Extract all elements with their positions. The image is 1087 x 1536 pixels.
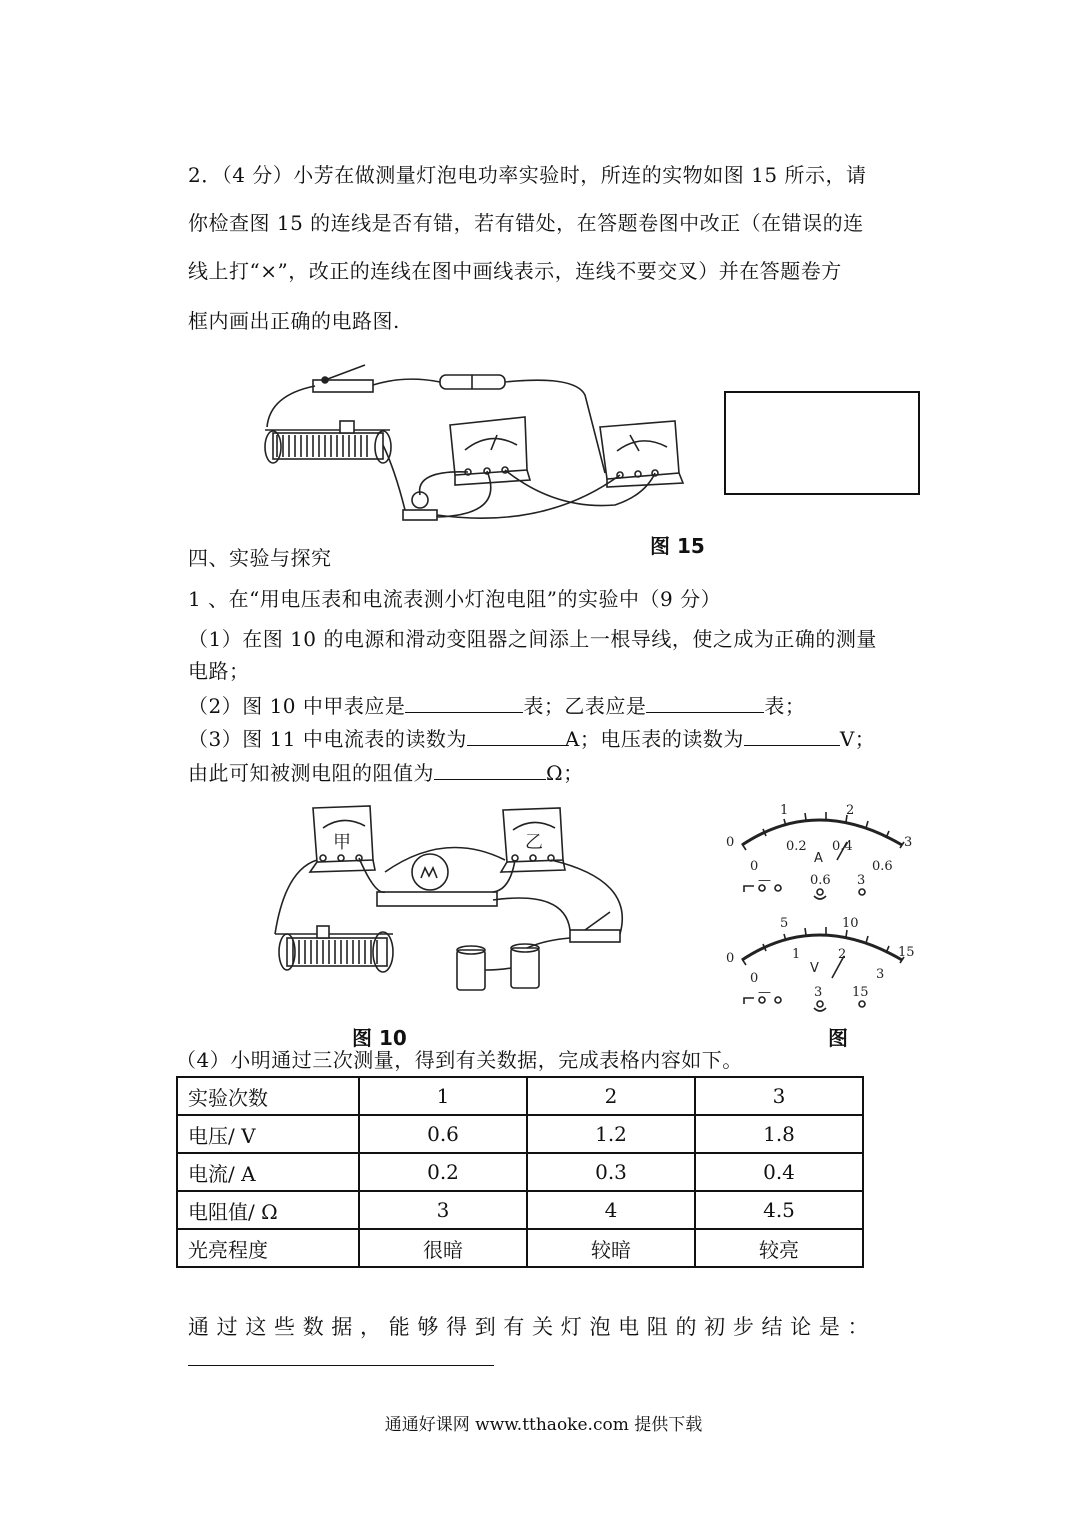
part3-line-2 xyxy=(188,759,584,786)
table-cell: 4.5 xyxy=(695,1191,863,1229)
table-cell: 很暗 xyxy=(359,1229,527,1267)
voltmeter-outer-2: 10 xyxy=(842,916,859,931)
table-cell: 较暗 xyxy=(527,1229,695,1267)
table-cell: 2 xyxy=(527,1077,695,1115)
part1-line-2: 电路； xyxy=(188,659,250,683)
table-cell: 3 xyxy=(695,1077,863,1115)
q2-line-1: 2．（4 分）小芳在做测量灯泡电功率实验时，所连的实物如图 15 所示，请 xyxy=(188,163,867,187)
table-cell: 1 xyxy=(359,1077,527,1115)
figure-10-circuit xyxy=(265,800,635,1000)
footer: 通通好课网 www.tthaoke.com 提供下载 xyxy=(384,1415,703,1435)
table-cell: 0.4 xyxy=(695,1153,863,1191)
table-cell: 3 xyxy=(359,1191,527,1229)
ammeter-inner-1: 0.2 xyxy=(786,839,807,854)
voltmeter-term-1: 3 xyxy=(814,985,823,1000)
table-cell: 电压/ V xyxy=(177,1115,359,1153)
voltmeter-outer-0: 0 xyxy=(726,951,735,966)
ammeter-outer-1: 1 xyxy=(780,803,789,818)
table-cell: 实验次数 xyxy=(177,1077,359,1115)
voltmeter-outer-3: 15 xyxy=(898,945,915,960)
part2-text-b: 表；乙表应是 xyxy=(523,694,647,718)
part3-text-c: V； xyxy=(839,727,876,751)
part3-line-1 xyxy=(188,725,875,752)
ammeter-term-1: 0.6 xyxy=(810,873,831,888)
table-cell: 0.3 xyxy=(527,1153,695,1191)
part3-text-e: Ω； xyxy=(546,761,584,785)
figure-11-caption: 图 xyxy=(828,1026,848,1050)
blank-resistance[interactable] xyxy=(434,759,546,780)
table-cell: 电流/ A xyxy=(177,1153,359,1191)
figure-11-meters xyxy=(722,800,922,1015)
blank-current[interactable] xyxy=(467,725,565,746)
table-cell: 光亮程度 xyxy=(177,1229,359,1267)
table-cell: 4 xyxy=(527,1191,695,1229)
part2-text-c: 表； xyxy=(764,694,806,718)
figure-15-label: 图 15 xyxy=(650,534,705,558)
figure-15-circuit xyxy=(255,355,695,545)
table-cell: 电阻值/ Ω xyxy=(177,1191,359,1229)
voltmeter-scale xyxy=(726,916,915,1000)
blank-jia[interactable] xyxy=(405,692,523,713)
table-cell: 0.6 xyxy=(359,1115,527,1153)
conclusion-blank[interactable] xyxy=(188,1365,494,1366)
table-row xyxy=(177,1191,863,1229)
ammeter-inner-3: 0.6 xyxy=(872,859,893,874)
ammeter-outer-2: 2 xyxy=(846,803,855,818)
part2-text-a: （2）图 10 中甲表应是 xyxy=(188,694,406,718)
voltmeter-term-0: — xyxy=(758,985,771,1000)
q2-line-3: 线上打“×”，改正的连线在图中画线表示，连线不要交叉）并在答题卷方 xyxy=(188,259,842,283)
voltmeter-inner-2: 2 xyxy=(838,947,847,962)
table-cell: 0.2 xyxy=(359,1153,527,1191)
ammeter-term-0: — xyxy=(758,873,771,888)
ammeter-inner-2: 0.4 xyxy=(832,839,853,854)
part4-line: （4）小明通过三次测量，得到有关数据，完成表格内容如下。 xyxy=(176,1048,743,1072)
ammeter-outer-0: 0 xyxy=(726,835,735,850)
results-table xyxy=(176,1076,864,1268)
voltmeter-term-2: 15 xyxy=(852,985,869,1000)
voltmeter-unit: V xyxy=(810,961,819,976)
meter-yi-label: 乙 xyxy=(525,832,543,853)
ammeter-unit: A xyxy=(814,851,823,866)
meter-jia-label: 甲 xyxy=(333,832,351,853)
part3-text-b: A；电压表的读数为 xyxy=(564,727,744,751)
voltmeter-outer-1: 5 xyxy=(780,916,789,931)
part1-line-1: （1）在图 10 的电源和滑动变阻器之间添上一根导线，使之成为正确的测量 xyxy=(188,627,877,651)
voltmeter-inner-1: 1 xyxy=(792,947,801,962)
ammeter-scale xyxy=(726,803,912,888)
figure-10-caption: 图 10 xyxy=(352,1026,407,1050)
part2-line xyxy=(188,692,805,719)
table-row xyxy=(177,1115,863,1153)
ammeter-inner-0: 0 xyxy=(750,859,759,874)
table-cell: 1.2 xyxy=(527,1115,695,1153)
part3-text-d: 由此可知被测电阻的阻值为 xyxy=(188,761,434,785)
blank-yi[interactable] xyxy=(646,692,764,713)
voltmeter-inner-0: 0 xyxy=(750,971,759,986)
q2-line-4: 框内画出正确的电路图. xyxy=(188,309,400,333)
conclusion-text: 通 过 这 些 数 据 ， 能 够 得 到 有 关 灯 泡 电 阻 的 初 步 结 论 是 ： xyxy=(188,1315,870,1339)
table-cell: 1.8 xyxy=(695,1115,863,1153)
table-cell: 较亮 xyxy=(695,1229,863,1267)
table-row xyxy=(177,1229,863,1267)
answer-box xyxy=(724,391,920,495)
section-heading: 四、实验与探究 xyxy=(188,546,332,570)
blank-voltage[interactable] xyxy=(744,725,840,746)
part3-text-a: （3）图 11 中电流表的读数为 xyxy=(188,727,467,751)
voltmeter-inner-3: 3 xyxy=(876,967,885,982)
q2-line-2: 你检查图 15 的连线是否有错，若有错处，在答题卷图中改正（在错误的连 xyxy=(188,211,864,235)
table-row xyxy=(177,1077,863,1115)
q1-title: 1 、在“用电压表和电流表测小灯泡电阻”的实验中（9 分） xyxy=(188,587,722,611)
ammeter-term-2: 3 xyxy=(857,873,866,888)
ammeter-outer-3: 3 xyxy=(904,835,913,850)
table-row xyxy=(177,1153,863,1191)
